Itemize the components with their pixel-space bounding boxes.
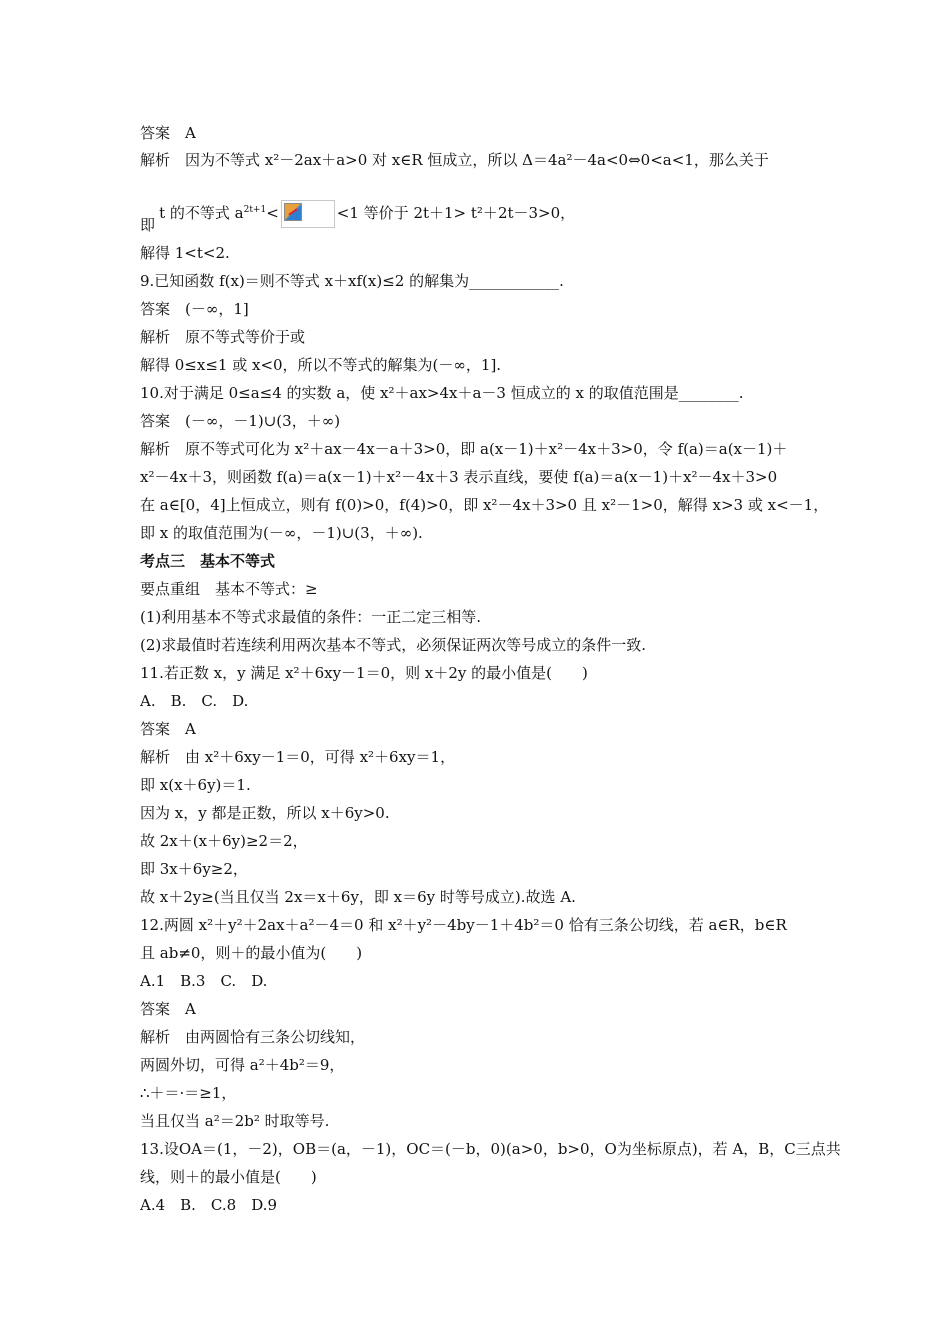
text-line: 答案 A [140,124,196,142]
text-line: 两圆外切，可得 a²＋4b²＝9， [140,1056,345,1074]
text-line: 即 3x＋6y≥2， [140,860,248,878]
text-line: 解析 由 x²＋6xy－1＝0，可得 x²＋6xy＝1， [140,748,456,766]
text-line: x²－4x＋3，则函数 f(a)＝a(x－1)＋x²－4x＋3 表示直线，要使 f(a)＝a(x－1)＋x²－4x＋3>0 [140,468,778,486]
section-heading: 考点三 基本不等式 [140,552,276,570]
superscript: 2t+1 [243,205,267,215]
text-line: 解析 因为不等式 x²－2ax＋a>0 对 x∈R 恒成立，所以 Δ＝4a²－4a<0⇔0<a<1，那么关于 [140,151,769,169]
text-line: 答案 A [140,720,196,738]
text-line: 且 ab≠0，则＋的最小值为( ) [140,944,363,962]
text-line: 在 a∈[0，4]上恒成立，则有 f(0)>0，f(4)>0，即 x²－4x＋3>0 且 x²－1>0，解得 x>3 或 x<－1， [140,496,829,514]
text-line: 答案 (－∞，－1)∪(3，＋∞) [140,412,341,430]
text-line: 故 2x＋(x＋6y)≥2＝2， [140,832,308,850]
text-line: 解析 原不等式可化为 x²＋ax－4x－a＋3>0，即 a(x－1)＋x²－4x＋3>0，令 f(a)＝a(x－1)＋ [140,440,788,458]
options-line: A. B. C. D. [140,692,249,710]
broken-image-placeholder [281,200,335,228]
question-line: 10.对于满足 0≤a≤4 的实数 a，使 x²＋ax>4x＋a－3 恒成立的 x 的取值范围是________. [140,384,744,402]
text-line: (1)利用基本不等式求最值的条件：一正二定三相等. [140,608,482,626]
text-line: 解得 0≤x≤1 或 x<0，所以不等式的解集为(－∞，1]. [140,356,502,374]
text-line: 即 [140,216,156,234]
text-line: 解析 原不等式等价于或 [140,328,306,346]
text-fragment: <1 等价于 2t＋1> t²＋2t－3>0， [336,204,576,222]
text-line: 要点重组 基本不等式：≥ [140,580,318,598]
text-fragment: t 的不等式 a [159,204,244,222]
question-line: 13.设OA＝(1，－2)，OB＝(a，－1)，OC＝(－b，0)(a>0，b>0，O为坐标原点)，若 A，B，C三点共 [140,1140,841,1158]
text-line: 答案 A [140,1000,196,1018]
text-line: 解得 1<t<2. [140,244,230,262]
options-line: A.4 B. C.8 D.9 [140,1196,277,1214]
text-line: 解析 由两圆恰有三条公切线知， [140,1028,366,1046]
options-line: A.1 B.3 C. D. [140,972,268,990]
text-line: 即 x(x＋6y)＝1. [140,776,251,794]
text-line: 线，则＋的最小值是( ) [140,1168,317,1186]
question-line: 11.若正数 x，y 满足 x²＋6xy－1＝0，则 x＋2y 的最小值是( ) [140,664,588,682]
question-line: 9.已知函数 f(x)＝则不等式 x＋xf(x)≤2 的解集为____________. [140,272,564,290]
broken-image-icon [284,203,302,221]
text-line: 当且仅当 a²＝2b² 时取等号. [140,1112,330,1130]
text-line: 因为 x，y 都是正数，所以 x＋6y>0. [140,804,390,822]
text-fragment: < [266,204,279,222]
text-line: 即 x 的取值范围为(－∞，－1)∪(3，＋∞). [140,524,423,542]
text-line: 答案 (－∞，1] [140,300,249,318]
text-line: ∴＋＝·＝≥1， [140,1084,237,1102]
text-line-with-image [140,180,575,248]
text-line: 故 x＋2y≥(当且仅当 2x＝x＋6y，即 x＝6y 时等号成立).故选 A. [140,888,576,906]
text-line: (2)求最值时若连续利用两次基本不等式，必须保证两次等号成立的条件一致. [140,636,647,654]
question-line: 12.两圆 x²＋y²＋2ax＋a²－4＝0 和 x²＋y²－4by－1＋4b²＝0 恰有三条公切线，若 a∈R，b∈R [140,916,787,934]
